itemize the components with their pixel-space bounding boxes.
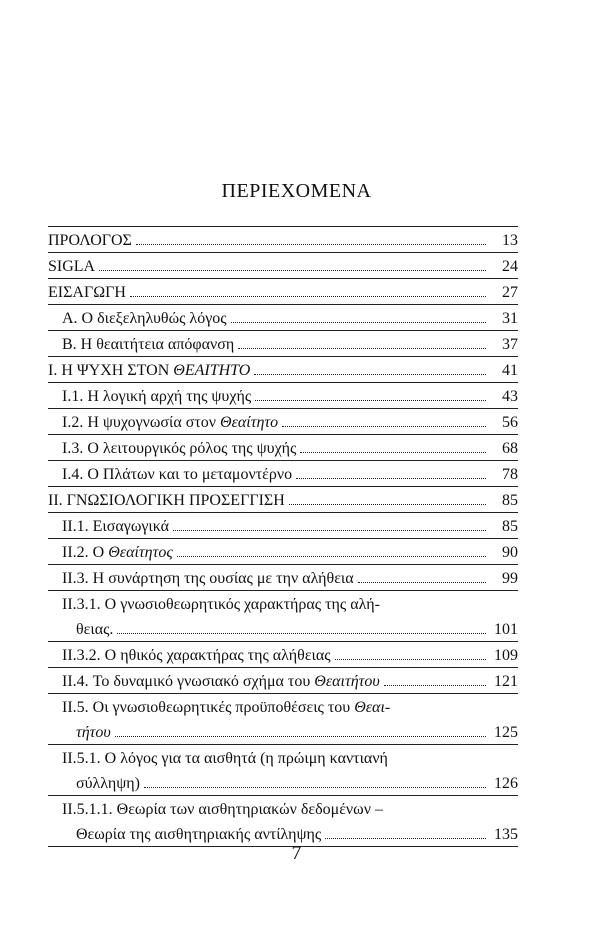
- dot-leader: [384, 685, 486, 686]
- toc-entry-title: I. Η ΨΥΧΗ ΣΤΟΝ ΘΕΑΙΤΗΤΟ: [48, 362, 251, 379]
- toc-entry-title: σύλληψη): [76, 775, 140, 792]
- table-of-contents: [48, 226, 518, 847]
- dot-leader: [144, 787, 486, 788]
- toc-page-number: 90: [502, 544, 518, 561]
- dot-leader: [254, 374, 486, 375]
- toc-page-number: 68: [502, 440, 518, 457]
- dot-leader: [117, 633, 486, 634]
- toc-entry-title: II.1. Εισαγωγικά: [62, 518, 170, 535]
- toc-entry: [48, 796, 518, 847]
- page-title: ΠΕΡΙΕΧΟΜΕΝΑ: [221, 180, 372, 202]
- toc-entry-first-line: II.3.1. Ο γνωσιοθεωρητικός χαρακτήρας της αλή-: [62, 596, 380, 613]
- dot-leader: [296, 478, 486, 479]
- toc-page-number: 85: [502, 518, 518, 535]
- toc-entry: [48, 591, 518, 642]
- toc-entry: [48, 513, 518, 539]
- dot-leader: [238, 348, 486, 349]
- toc-entry-first-line: II.5. Οι γνωσιοθεωρητικές προϋποθέσεις του Θεαι-: [62, 699, 391, 716]
- toc-page-number: 43: [502, 388, 518, 405]
- toc-page-number: 24: [502, 258, 518, 275]
- toc-entry-title: ΕΙΣΑΓΩΓΗ: [48, 284, 126, 301]
- toc-page-number: 31: [502, 310, 518, 327]
- toc-entry-title: Θεωρία της αισθητηριακής αντίληψης: [76, 826, 322, 843]
- toc-entry-title: τήτου: [76, 724, 111, 741]
- toc-entry-title: I.1. Η λογική αρχή της ψυχής: [62, 388, 252, 405]
- toc-entry: [48, 565, 518, 591]
- toc-page-number: 125: [494, 724, 518, 741]
- toc-page-number: 37: [502, 336, 518, 353]
- toc-entry: [48, 305, 518, 331]
- toc-entry: [48, 357, 518, 383]
- toc-page-number: 101: [494, 621, 518, 638]
- toc-entry-first-line: II.5.1.1. Θεωρία των αισθητηριακών δεδομένων –: [62, 801, 383, 818]
- toc-page-number: 121: [494, 673, 518, 690]
- toc-entry-title: II.4. Το δυναμικό γνωσιακό σχήμα του Θεαιτήτου: [62, 673, 380, 690]
- toc-page-number: 27: [502, 284, 518, 301]
- toc-entry-title: I.2. Η ψυχογνωσία στον Θεαίτητο: [62, 414, 279, 431]
- dot-leader: [231, 322, 486, 323]
- toc-entry: [48, 694, 518, 745]
- dot-leader: [115, 736, 486, 737]
- toc-page-number: 109: [494, 647, 518, 664]
- toc-entry: [48, 253, 518, 279]
- toc-entry: [48, 539, 518, 565]
- toc-page-number: 13: [502, 232, 518, 249]
- toc-entry: [48, 745, 518, 796]
- dot-leader: [177, 556, 486, 557]
- toc-entry: [48, 461, 518, 487]
- dot-leader: [255, 400, 486, 401]
- toc-entry-first-line: II.5.1. Ο λόγος για τα αισθητά (η πρώιμη καντιανή: [62, 750, 388, 767]
- toc-entry-title: SIGLA: [48, 258, 96, 275]
- toc-entry-title: II.2. Ο Θεαίτητος: [62, 544, 173, 561]
- toc-page-number: 99: [502, 570, 518, 587]
- toc-page-number: 135: [494, 826, 518, 843]
- toc-entry-title: II. ΓΝΩΣΙΟΛΟΓΙΚΗ ΠΡΟΣΕΓΓΙΣΗ: [48, 492, 285, 509]
- toc-page-number: 78: [502, 466, 518, 483]
- toc-entry: [48, 331, 518, 357]
- dot-leader: [282, 426, 486, 427]
- dot-leader: [130, 296, 486, 297]
- toc-entry-title: A. Ο διεξεληλυθώς λόγος: [62, 310, 227, 327]
- toc-entry-title: θειας.: [76, 621, 114, 638]
- toc-entry: [48, 642, 518, 668]
- dot-leader: [325, 838, 486, 839]
- dot-leader: [358, 582, 486, 583]
- dot-leader: [335, 659, 486, 660]
- toc-entry: [48, 227, 518, 253]
- toc-entry-title: I.4. Ο Πλάτων και το μεταμοντέρνο: [62, 466, 293, 483]
- toc-entry: [48, 435, 518, 461]
- dot-leader: [300, 452, 486, 453]
- toc-page-number: 56: [502, 414, 518, 431]
- toc-entry: [48, 409, 518, 435]
- page-number: 7: [291, 842, 302, 864]
- toc-entry: [48, 487, 518, 513]
- toc-page-number: 126: [494, 775, 518, 792]
- toc-entry-title: II.3. Η συνάρτηση της ουσίας με την αλήθεια: [62, 570, 354, 587]
- dot-leader: [99, 270, 486, 271]
- dot-leader: [136, 244, 486, 245]
- toc-page-number: 85: [502, 492, 518, 509]
- toc-entry: [48, 668, 518, 694]
- toc-entry-title: II.3.2. Ο ηθικός χαρακτήρας της αλήθειας: [62, 647, 331, 664]
- toc-page-number: 41: [502, 362, 518, 379]
- dot-leader: [173, 530, 486, 531]
- dot-leader: [289, 504, 486, 505]
- toc-entry-title: I.3. Ο λειτουργικός ρόλος της ψυχής: [62, 440, 297, 457]
- toc-entry: [48, 279, 518, 305]
- toc-entry-title: B. Η θεαιτήτεια απόφανση: [62, 336, 235, 353]
- toc-entry: [48, 383, 518, 409]
- toc-entry-title: ΠΡΟΛΟΓΟΣ: [48, 232, 132, 249]
